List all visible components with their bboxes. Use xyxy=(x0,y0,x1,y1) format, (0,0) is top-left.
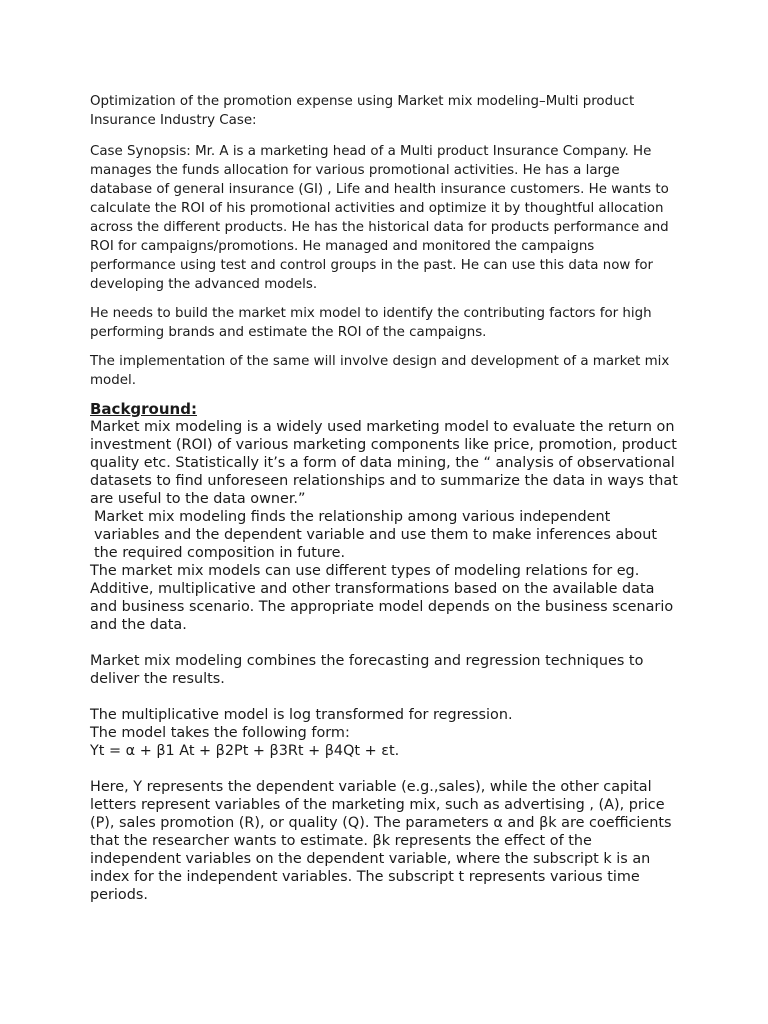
implementation-paragraph: The implementation of the same will involve design and development of a market mix model. xyxy=(90,354,670,388)
case-synopsis-paragraph: Case Synopsis: Mr. A is a marketing head of a Multi product Insurance Company. He manages the funds allocation for various promotional activities. He has a large database of general insurance (GI) , Life and health insurance customers. He wants to calculate the ROI of his promotional activities and optimize it by thoughtful allocation across the different products. He has the historical data for products performance and ROI for campaigns/promotions. He managed and monitored the campaigns performance using test and control groups in the past. He can use this data now for developing the advanced models. xyxy=(90,144,669,292)
background-paragraph-2: Market mix modeling finds the relationship among various independent variables and the dependent variable and use them to make inferences about the required composition in future. xyxy=(94,509,657,561)
model-form-line: The model takes the following form: xyxy=(90,725,350,741)
model-equation: Yt = α + β1 At + β2Pt + β3Rt + β4Qt + εt. xyxy=(90,743,400,759)
document-title: Optimization of the promotion expense using Market mix modeling–Multi product Insurance Industry Case: xyxy=(90,94,635,128)
forecasting-paragraph: Market mix modeling combines the forecasting and regression techniques to deliver the results. xyxy=(90,653,644,687)
log-transform-line: The multiplicative model is log transformed for regression. xyxy=(90,707,513,723)
explanation-paragraph: Here, Y represents the dependent variable (e.g.,sales), while the other capital letters represent variables of the marketing mix, such as advertising , (A), price (P), sales promotion (R), or quality (Q). The parameters α and βk are coefficients that the researcher wants to estimate. βk represents the effect of the independent variables on the dependent variable, where the subscript k is an index for the independent variables. The subscript t represents various time periods. xyxy=(90,779,672,903)
background-heading: Background: xyxy=(90,400,197,418)
background-paragraph-1: Market mix modeling is a widely used marketing model to evaluate the return on investment (ROI) of various marketing components like price, promotion, product quality etc. Statistically it’s a form of data mining, the “ analysis of observational datasets to find unforeseen relationships and to summarize the data in ways that are useful to the data owner.” xyxy=(90,419,678,507)
background-paragraph-3: The market mix models can use different types of modeling relations for eg. Additive, multiplicative and other transformations based on the available data and business scenario. The appropriate model depends on the business scenario and the data. xyxy=(90,563,674,633)
need-paragraph: He needs to build the market mix model to identify the contributing factors for high performing brands and estimate the ROI of the campaigns. xyxy=(90,306,652,340)
document-page xyxy=(90,92,680,904)
